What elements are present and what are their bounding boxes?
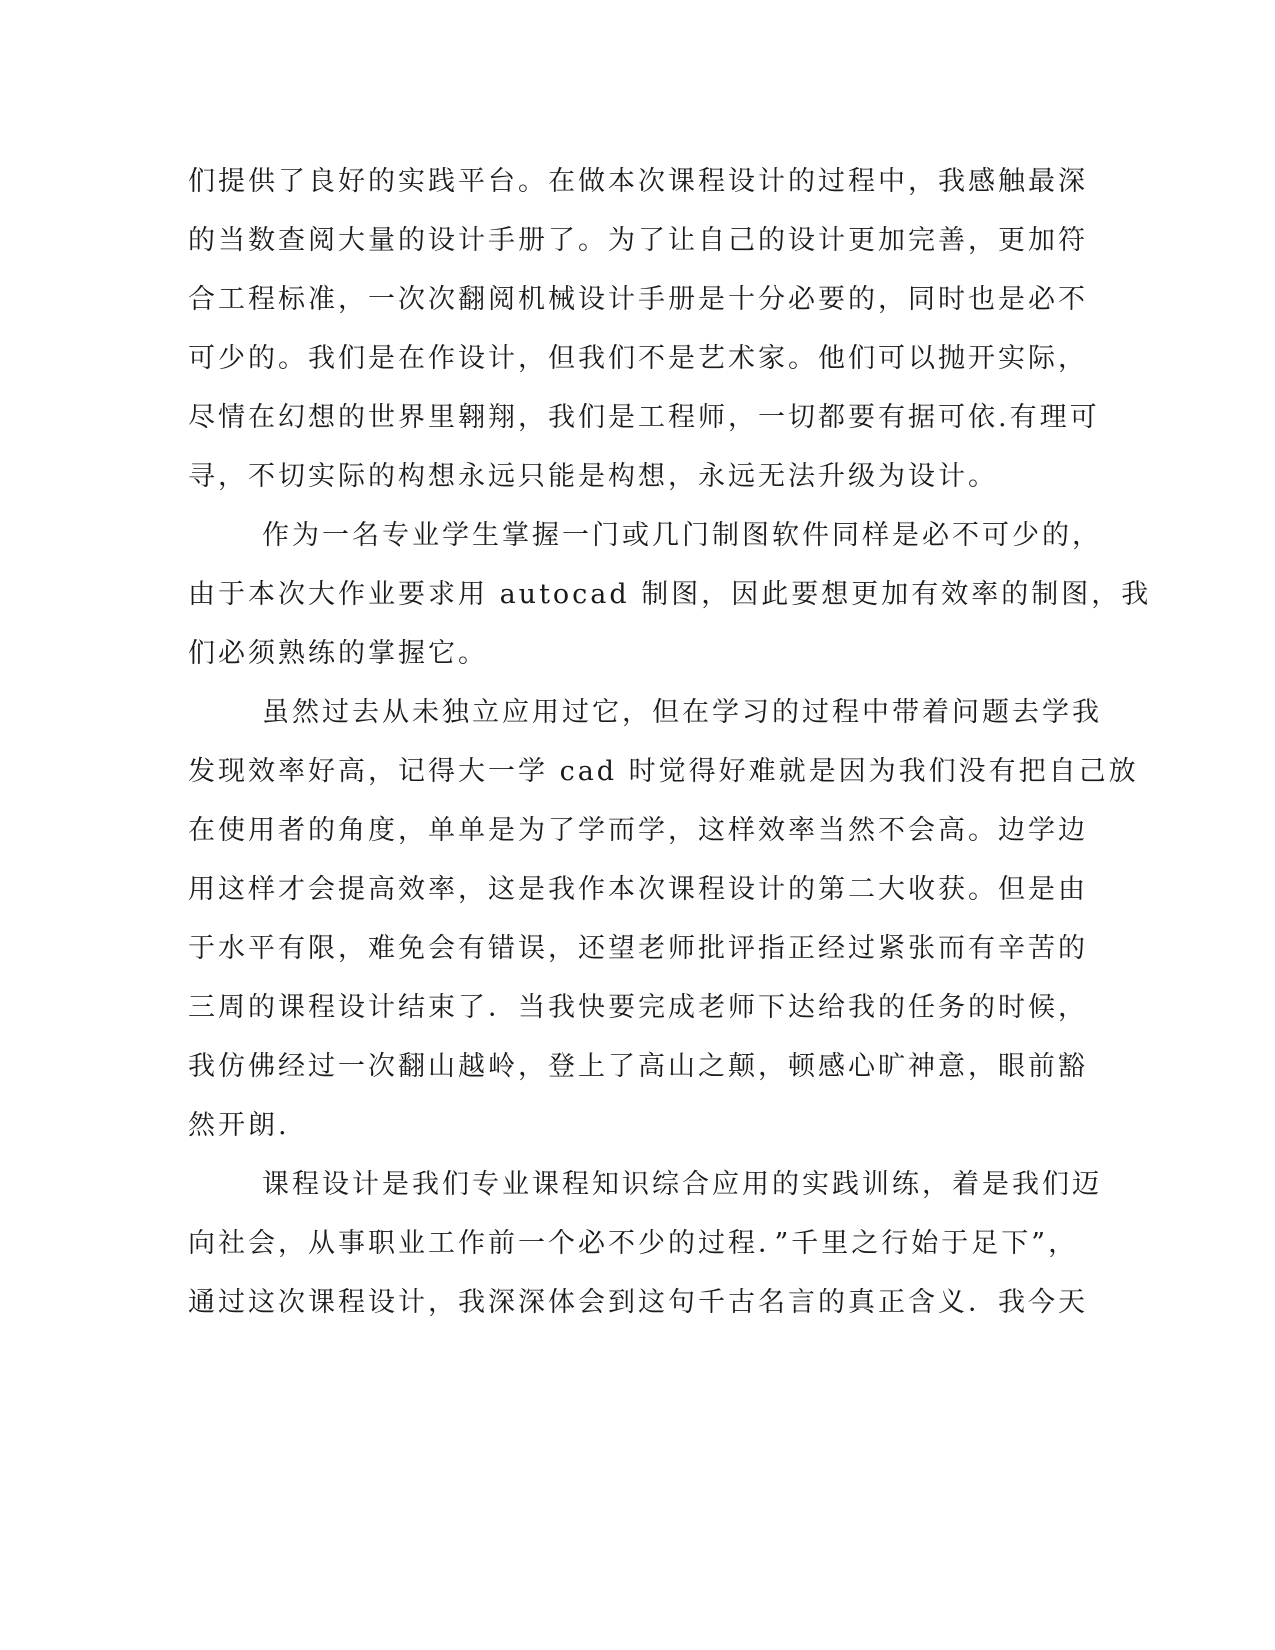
text-line: 用这样才会提高效率，这是我作本次课程设计的第二大收获。但是由 <box>188 874 1088 905</box>
paragraph-first-line: 虽然过去从未独立应用过它，但在学习的过程中带着问题去学我 <box>262 697 1102 728</box>
text-line: 寻，不切实际的构想永远只能是构想，永远无法升级为设计。 <box>188 461 998 492</box>
text-line: 可少的。我们是在作设计，但我们不是艺术家。他们可以抛开实际， <box>188 343 1088 374</box>
text-line: 三周的课程设计结束了．当我快要完成老师下达给我的任务的时候， <box>188 992 1088 1023</box>
text-line: 尽情在幻想的世界里翱翔，我们是工程师，一切都要有据可依.有理可 <box>188 402 1100 433</box>
text-line: 发现效率好高，记得大一学 cad 时觉得好难就是因为我们没有把自己放 <box>188 756 1139 787</box>
text-line: 合工程标准，一次次翻阅机械设计手册是十分必要的，同时也是必不 <box>188 284 1088 315</box>
text-line: 通过这次课程设计，我深深体会到这句千古名言的真正含义．我今天 <box>188 1287 1088 1318</box>
text-line: 向社会，从事职业工作前一个必不少的过程．”千里之行始于足下”， <box>188 1228 1079 1259</box>
text-line: 们提供了良好的实践平台。在做本次课程设计的过程中，我感触最深 <box>188 166 1088 197</box>
text-line: 在使用者的角度，单单是为了学而学，这样效率当然不会高。边学边 <box>188 815 1088 846</box>
text-line: 我仿佛经过一次翻山越岭，登上了高山之颠，顿感心旷神意，眼前豁 <box>188 1051 1088 1082</box>
text-line: 于水平有限，难免会有错误，还望老师批评指正经过紧张而有辛苦的 <box>188 933 1088 964</box>
paragraph-first-line: 课程设计是我们专业课程知识综合应用的实践训练，着是我们迈 <box>262 1169 1102 1200</box>
text-line: 的当数查阅大量的设计手册了。为了让自己的设计更加完善，更加符 <box>188 225 1088 256</box>
text-line: 由于本次大作业要求用 autocad 制图，因此要想更加有效率的制图，我 <box>188 579 1152 610</box>
text-line: 然开朗. <box>188 1110 290 1141</box>
text-line: 们必须熟练的掌握它。 <box>188 638 488 669</box>
paragraph-first-line: 作为一名专业学生掌握一门或几门制图软件同样是必不可少的， <box>262 520 1102 551</box>
